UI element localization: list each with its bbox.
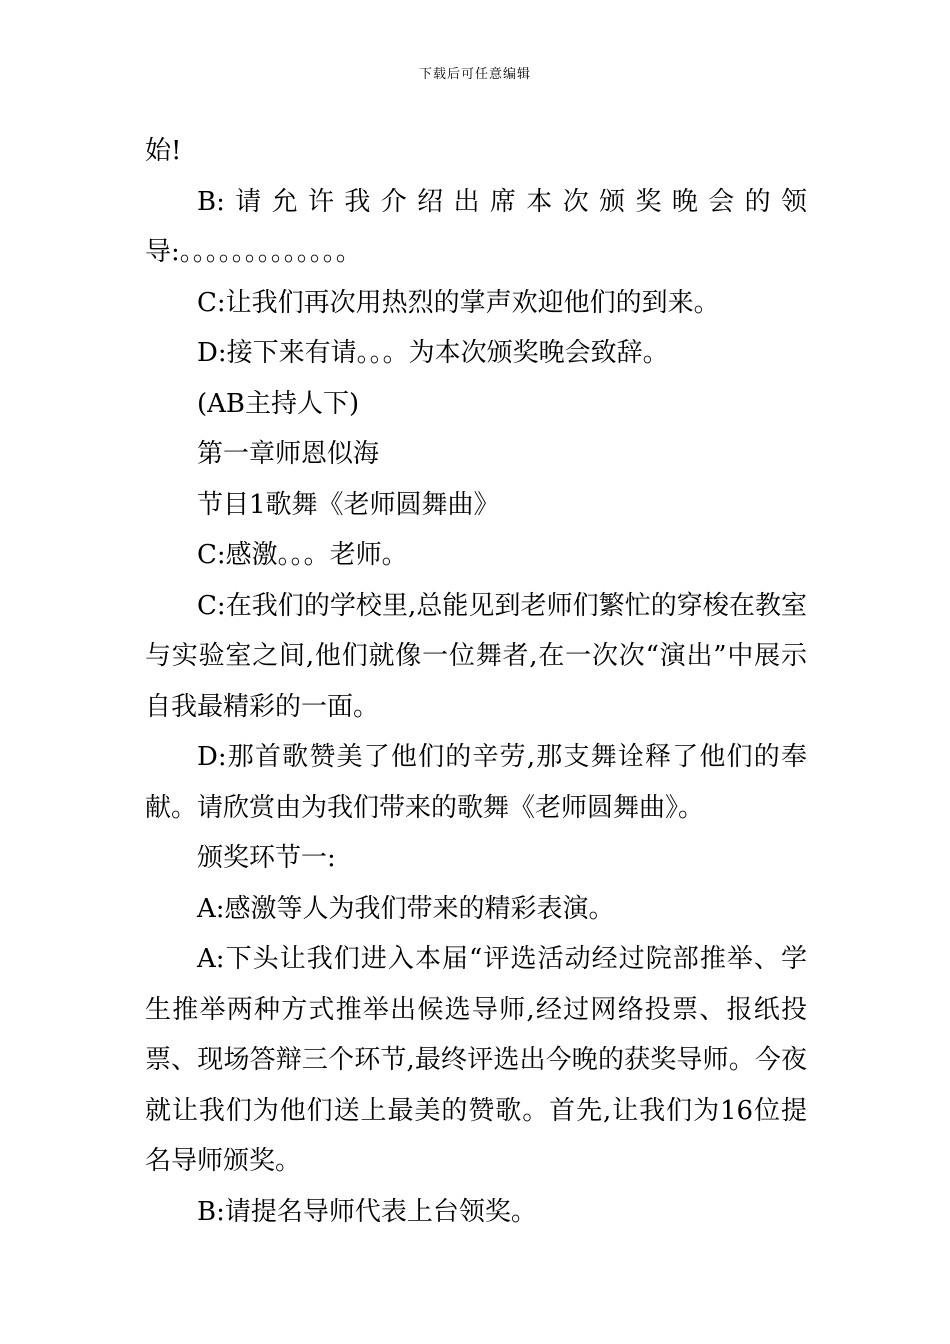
paragraph-9: C:在我们的学校里,总能见到老师们繁忙的穿梭在教室与实验室之间,他们就像一位舞者,在一次次“演出”中展示自我最精彩的一面。: [145, 590, 807, 722]
program-title: 节目1歌舞《老师圆舞曲》: [197, 489, 500, 520]
paragraph-13: A:下头让我们进入本届“评选活动经过院部推举、学生推举两种方式推举出候选导师,经过网络投票、报纸投票、现场答辩三个环节,最终评选出今晚的获奖导师。今夜就让我们为他们送上最美的赞歌。首先,让我们为16位提名导师颁奖。: [145, 944, 807, 1176]
paragraph-4: D:接下来有请。。。为本次颁奖晚会致辞。: [197, 338, 669, 368]
paragraph-10: D:那首歌赞美了他们的辛劳,那支舞诠释了他们的奉献。请欣赏由为我们带来的歌舞《老师圆舞曲》。: [145, 742, 807, 823]
paragraph-14: B:请提名导师代表上台领奖。: [197, 1196, 537, 1227]
paragraph-2: B:请允许我介绍出席本次颁奖晚会的领导:。。。。。。。。。。。。。: [145, 186, 807, 267]
paragraph-8: C:感激。。。老师。: [197, 540, 408, 570]
section-heading: 颁奖环节一:: [197, 843, 336, 873]
paragraph-12: A:感激等人为我们带来的精彩表演。: [197, 893, 615, 924]
document-body: [145, 126, 807, 1237]
chapter-heading: 第一章师恩似海: [197, 439, 380, 469]
page-header-note: 下载后可任意编辑: [418, 67, 531, 82]
paragraph-3: C:让我们再次用热烈的掌声欢迎他们的到来。: [197, 287, 720, 318]
paragraph-1: 始!: [145, 136, 182, 166]
paragraph-5: (AB主持人下): [197, 388, 360, 419]
